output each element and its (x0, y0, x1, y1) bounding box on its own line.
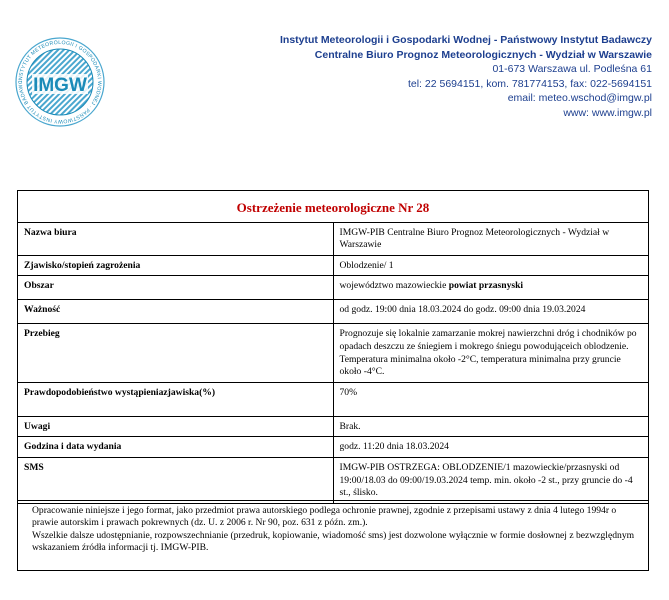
row-value: Prognozuje się lokalnie zamarzanie mokrej nawierzchni dróg i chodników po opadach deszczu ze śniegiem i mokrego śniegu powodująceich oblodzenie. Temperatura minimalna około -2°C, temperatura minimalna przy gruncie około -4°C. (333, 324, 649, 382)
table-row (18, 255, 649, 276)
logo-ring-text: INSTYTUT METEOROLOGII I GOSPODARKI WODNEJ · PAŃSTWOWY INSTYTUT BADAWC (17, 39, 103, 125)
table-row (18, 222, 649, 255)
imgw-logo (14, 36, 106, 128)
phone-fax: tel: 22 5694151, kom. 781774153, fax: 022-5694151 (407, 77, 652, 90)
table-row (18, 457, 649, 503)
institute-header (202, 33, 652, 121)
copyright-paragraph: Opracowanie niniejsze i jego format, jako przedmiot prawa autorskiego podlega ochronie prawnej, zgodnie z przepisami ustawy z dnia 4 lutego 1994r o prawie autorskim i prawach pokrewnych (dz. U. z 2006 r. Nr 90, poz. 631 z późn. zm.). (32, 505, 617, 529)
table-row (18, 416, 649, 437)
office-name: Centralne Biuro Prognoz Meteorologicznych - Wydział w Warszawie (314, 48, 652, 61)
row-label: Ważność (18, 300, 334, 324)
row-value: godz. 11:20 dnia 18.03.2024 (333, 437, 649, 458)
row-value: Oblodzenie/ 1 (333, 255, 649, 276)
table-row (18, 300, 649, 324)
row-value: IMGW-PIB Centralne Biuro Prognoz Meteorologicznych - Wydział w Warszawie (333, 222, 649, 255)
area-county: powiat przasnyski (448, 280, 524, 292)
row-value: 70% (333, 382, 649, 416)
table-row (18, 382, 649, 416)
row-label: Prawdopodobieństwo wystąpieniazjawiska(%) (18, 382, 334, 416)
table-row (18, 276, 649, 300)
table-row (18, 437, 649, 458)
row-value: IMGW-PIB OSTRZEGA: OBLODZENIE/1 mazowieckie/przasnyski od 19:00/18.03 do 09:00/19.03.2024 temp. min. około -2 st., przy gruncie do -4 st., ślisko. (333, 457, 649, 503)
warning-title: Ostrzeżenie meteorologiczne Nr 28 (18, 191, 649, 223)
row-label: Obszar (18, 276, 334, 300)
row-label: Nazwa biura (18, 222, 334, 255)
warning-table (17, 190, 649, 504)
row-label: Godzina i data wydania (18, 437, 334, 458)
institute-name: Instytut Meteorologii i Gospodarki Wodnej - Państwowy Instytut Badawczy (279, 34, 652, 46)
row-label: Przebieg (18, 324, 334, 382)
area-voivodeship: województwo mazowieckie (339, 280, 449, 292)
row-value-area (333, 276, 649, 300)
table-row (18, 324, 649, 382)
logo-text: IMGW (33, 75, 87, 96)
row-label: SMS (18, 457, 334, 503)
row-value: od godz. 19:00 dnia 18.03.2024 do godz. 09:00 dnia 19.03.2024 (333, 300, 649, 324)
imgw-logo-graphic (14, 36, 106, 128)
row-value: Brak. (333, 416, 649, 437)
row-label: Zjawisko/stopień zagrożenia (18, 255, 334, 276)
website[interactable]: www: www.imgw.pl (563, 106, 652, 119)
copyright-notice (17, 500, 649, 571)
email[interactable]: email: meteo.wschod@imgw.pl (507, 92, 652, 105)
address: 01-673 Warszawa ul. Podleśna 61 (492, 63, 652, 76)
redistribution-paragraph: Wszelkie dalsze udostępnianie, rozpowszechnianie (przedruk, kopiowanie, wiadomość sms) jest dozwolone wyłącznie w formie dosłownej z bezwzględnym wskazaniem źródła informacji tj. IMGW-PIB. (32, 529, 635, 554)
row-label: Uwagi (18, 416, 334, 437)
